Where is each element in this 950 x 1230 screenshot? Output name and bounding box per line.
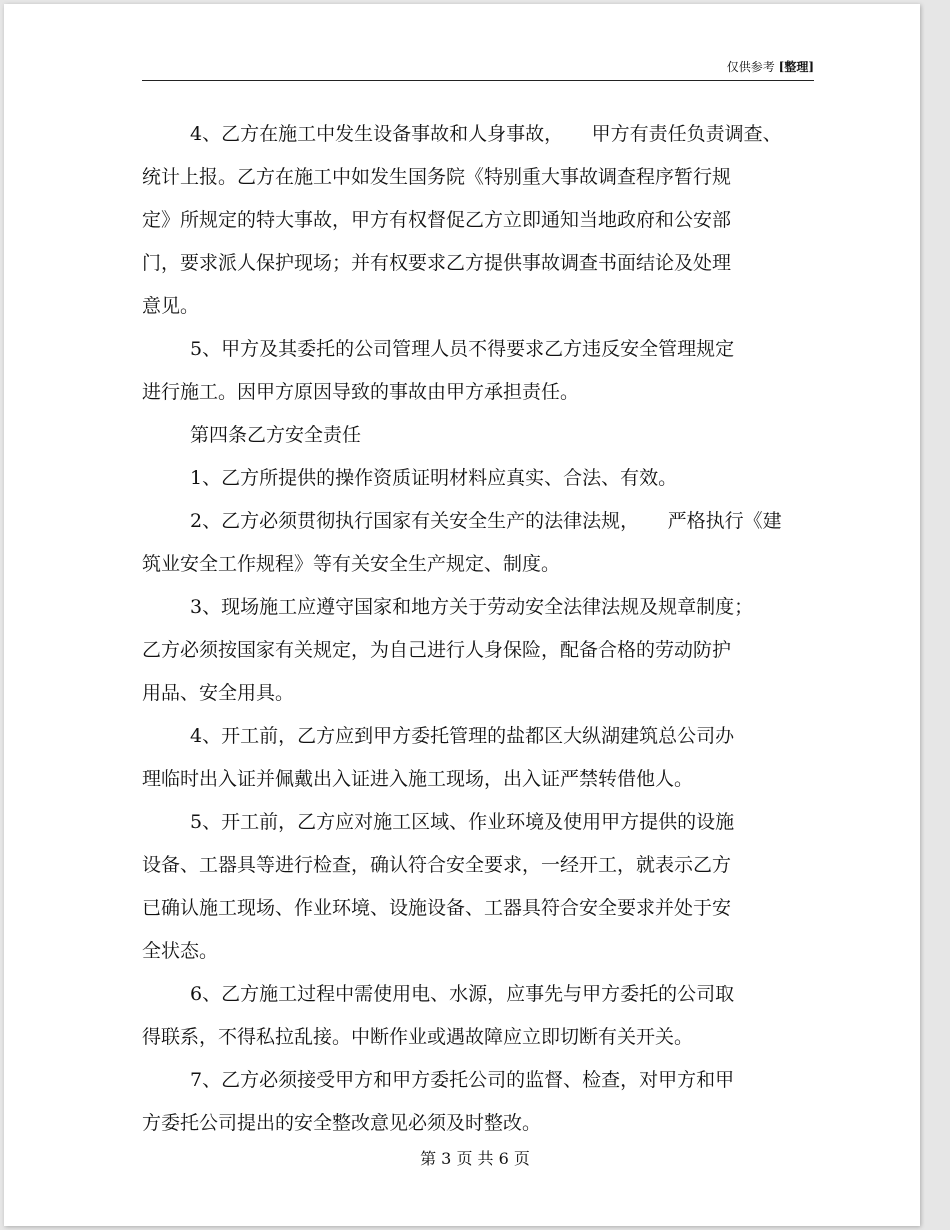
text-line: 第四条乙方安全责任 bbox=[190, 424, 362, 446]
page-footer: 第 3 页 共 6 页 bbox=[420, 1149, 530, 1168]
paragraph-p5 bbox=[142, 500, 814, 586]
paragraph-p4 bbox=[142, 457, 814, 500]
text-line: 设备、工器具等进行检查，确认符合安全要求，一经开工，就表示乙方 bbox=[142, 854, 732, 876]
text-line: 乙方必须按国家有关规定，为自己进行人身保险，配备合格的劳动防护 bbox=[142, 639, 732, 661]
text-line: 2、乙方必须贯彻执行国家有关安全生产的法律法规， 严格执行《建 bbox=[190, 510, 782, 532]
text-line: 进行施工。因甲方原因导致的事故由甲方承担责任。 bbox=[142, 381, 580, 403]
paragraph-p8 bbox=[142, 801, 814, 973]
paragraph-p9 bbox=[142, 973, 814, 1059]
text-line: 意见。 bbox=[142, 295, 200, 317]
header-text: 仅供参考 bbox=[726, 60, 775, 74]
paragraph-p6 bbox=[142, 586, 814, 715]
document-body bbox=[142, 113, 814, 1145]
text-line: 理临时出入证并佩戴出入证进入施工现场，出入证严禁转借他人。 bbox=[142, 768, 694, 790]
text-line: 5、甲方及其委托的公司管理人员不得要求乙方违反安全管理规定 bbox=[190, 338, 735, 360]
text-line: 全状态。 bbox=[142, 940, 219, 962]
paragraph-p10 bbox=[142, 1059, 814, 1145]
paragraph-p3 bbox=[142, 414, 814, 457]
text-line: 用品、安全用具。 bbox=[142, 682, 295, 704]
paragraph-p2 bbox=[142, 328, 814, 414]
paragraph-p7 bbox=[142, 715, 814, 801]
text-line: 统计上报。乙方在施工中如发生国务院《特别重大事故调查程序暂行规 bbox=[142, 166, 732, 188]
text-line: 7、乙方必须接受甲方和甲方委托公司的监督、检查，对甲方和甲 bbox=[190, 1069, 735, 1091]
text-line: 4、开工前，乙方应到甲方委托管理的盐都区大纵湖建筑总公司办 bbox=[190, 725, 735, 747]
text-line: 4、乙方在施工中发生设备事故和人身事故， 甲方有责任负责调查、 bbox=[190, 123, 782, 145]
text-line: 5、开工前，乙方应对施工区域、作业环境及使用甲方提供的设施 bbox=[190, 811, 735, 833]
text-line: 已确认施工现场、作业环境、设施设备、工器具符合安全要求并处于安 bbox=[142, 897, 732, 919]
text-line: 6、乙方施工过程中需使用电、水源，应事先与甲方委托的公司取 bbox=[190, 983, 735, 1005]
paragraph-p1 bbox=[142, 113, 814, 328]
header-rule bbox=[142, 80, 814, 81]
text-line: 得联系，不得私拉乱接。中断作业或遇故障应立即切断有关开关。 bbox=[142, 1026, 694, 1048]
text-line: 方委托公司提出的安全整改意见必须及时整改。 bbox=[142, 1112, 542, 1134]
document-page bbox=[4, 4, 920, 1226]
text-line: 定》所规定的特大事故，甲方有权督促乙方立即通知当地政府和公安部 bbox=[142, 209, 732, 231]
text-line: 3、现场施工应遵守国家和地方关于劳动安全法律法规及规章制度； bbox=[190, 596, 754, 618]
text-line: 1、乙方所提供的操作资质证明材料应真实、合法、有效。 bbox=[190, 467, 678, 489]
header-bracket: [整理] bbox=[778, 60, 814, 74]
text-line: 门，要求派人保护现场；并有权要求乙方提供事故调查书面结论及处理 bbox=[142, 252, 732, 274]
page-header bbox=[142, 58, 814, 75]
text-line: 筑业安全工作规程》等有关安全生产规定、制度。 bbox=[142, 553, 561, 575]
